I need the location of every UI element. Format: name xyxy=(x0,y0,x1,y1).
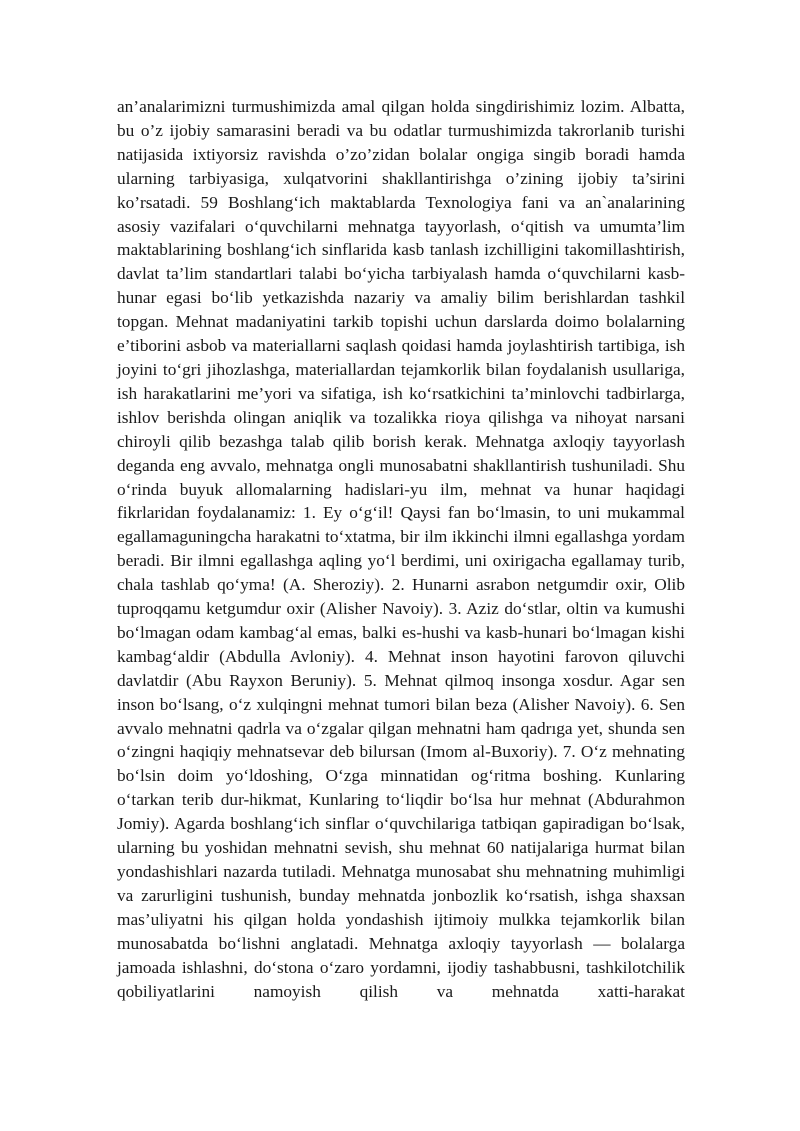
body-paragraph: an’analarimizni turmushimizda amal qilgan holda singdirishimiz lozim. Albatta, bu o’z ijobiy samarasini beradi va bu odatlar turmushimizda takrorlanib turishi natijasida ixtiyorsiz ravishda o’zo’zidan bolalar ongiga singib boradi hamda ularning tarbiyasiga, xulqatvorini shakllantirishga o’zining ijobiy ta’sirini ko’rsatadi. 59 Boshlang‘ich maktablarda Texnologiya fani va an`analarining asosiy vazifalari o‘quvchilarni mehnatga tayyorlash, o‘qitish va umumta’lim maktablarining boshlang‘ich sinflarida kasb tanlash izchilligini takomillashtirish, davlat ta’lim standartlari talabi bo‘yicha tarbiyalash hamda o‘quvchilarni kasb-hunar egasi bo‘lib yetkazishda nazariy va amaliy bilim berishlardan tashkil topgan. Mehnat madaniyatini tarkib topishi uchun darslarda doimo bolalarning e’tiborini asbob va materiallarni saqlash qoidasi hamda joylashtirish tartibiga, ish joyini to‘gri jihozlashga, materiallardan tejamkorlik bilan foydalanish usullariga, ish harakatlarini me’yori va sifatiga, ish ko‘rsatkichini ta’minlovchi tadbirlarga, ishlov berishda olingan aniqlik va tozalikka rioya qilishga va nihoyat narsani chiroyli qilib bezashga talab qilib borish kerak. Mehnatga axloqiy tayyorlash deganda eng avvalo, mehnatga ongli munosabatni shakllantirish tushuniladi. Shu o‘rinda buyuk allomalarning hadislari-yu ilm, mehnat va hunar haqidagi fikrlaridan foydalanamiz: 1. Ey o‘g‘il! Qaysi fan bo‘lmasin, to uni mukammal egallamaguningcha harakatni to‘xtatma, bir ilm ikkinchi ilmni egallashga yordam beradi. Bir ilmni egallashga aqling yo‘l berdimi, uni oxirigacha egallamay turib, chala tashlab qo‘yma! (A. Sheroziy). 2. Hunarni asrabon netgumdir oxir, Olib tuproqqamu ketgumdur oxir (Alisher Navoiy). 3. Aziz do‘stlar, oltin va kumushi bo‘lmagan odam kambag‘al emas, balki es-hushi va kasb-hunari bo‘lmagan kishi kambag‘aldir (Abdulla Avloniy). 4. Mehnat inson hayotini farovon qiluvchi davlatdir (Abu Rayxon Beruniy). 5. Mehnat qilmoq insonga xosdur. Agar sen inson bo‘lsang, o‘z xulqingni mehnat tumori bilan beza (Alisher Navoiy). 6. Sen avvalo mehnatni qadrla va o‘zgalar qilgan mehnatni ham qadrıga yet, shunda sen o‘zingni haqiqiy mehnatsevar deb bilursan (Imom al-Buxoriy). 7. O‘z mehnating bo‘lsin doim yo‘ldoshing, O‘zga minnatidan og‘ritma boshing. Kunlaring o‘tarkan terib dur-hikmat, Kunlaring to‘liqdir bo‘lsa hur mehnat (Abdurahmon Jomiy). Agarda boshlang‘ich sinflar o‘quvchilariga tatbiqan gapiradigan bo‘lsak, ularning bu yoshidan mehnatni sevish, shu mehnat 60 natijalariga hurmat bilan yondashishlari nazarda tutiladi. Mehnatga munosabat shu mehnatning muhimligi va zarurligini tushunish, bunday mehnatda jonbozlik ko‘rsatish, ishga shaxsan mas’uliyatni his qilgan holda yondashish ijtimoiy mulkka tejamkorlik bilan munosabatda bo‘lishni anglatadi. Mehnatga axloqiy tayyorlash — bolalarga jamoada ishlashni, do‘stona o‘zaro yordamni, ijodiy tashabbusni, tashkilotchilik qobiliyatlarini namoyish qilish va mehnatda xatti-harakat xyxy=(117,97,685,1001)
